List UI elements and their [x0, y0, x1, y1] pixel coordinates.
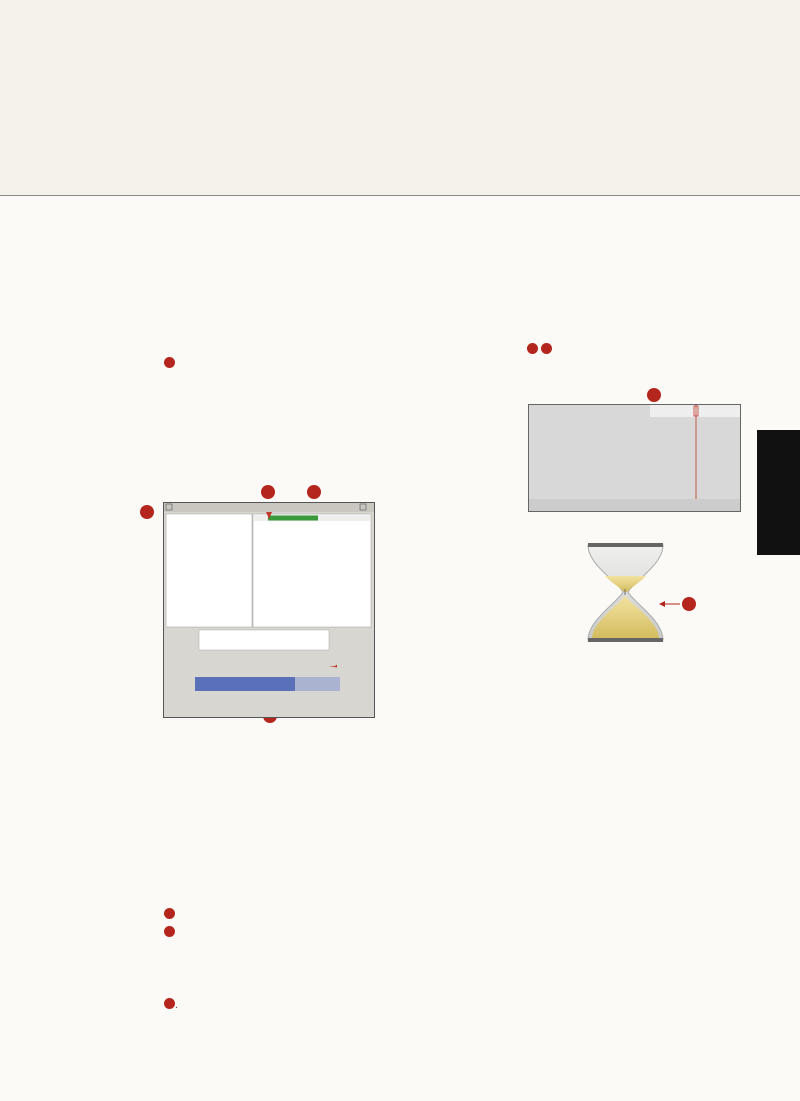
- callout-c: [164, 926, 175, 937]
- bandwidth-profiler-window: [163, 502, 375, 718]
- figure-callout-a: [140, 505, 154, 519]
- step-9-text: [164, 40, 389, 130]
- right-paragraph-2: [527, 674, 762, 872]
- right-paragraph-1: [527, 234, 757, 378]
- timeline-panel: [528, 404, 741, 512]
- callout-d: [164, 998, 175, 1009]
- hourglass-callout-a: [682, 597, 696, 611]
- hourglass-illustration: [583, 540, 668, 645]
- section-subtab: [762, 560, 800, 670]
- figure-callout-c: [307, 485, 321, 499]
- step-10-text: [550, 40, 740, 130]
- figure-callout-b: [261, 485, 275, 499]
- right-paragraph-3: [527, 902, 762, 1028]
- section-tab: [757, 430, 800, 555]
- left-paragraph-1: [164, 234, 394, 324]
- page-footer: [523, 1064, 532, 1076]
- left-paragraph-3: .: [164, 745, 394, 1015]
- left-paragraph-2: [164, 356, 394, 464]
- header-divider: [0, 195, 800, 196]
- download-progress-bar: [268, 516, 318, 521]
- callout-a: [164, 357, 175, 368]
- callout-b: [164, 908, 175, 919]
- timeline-callout-b: [647, 388, 661, 402]
- loading-progress-bar: [195, 677, 295, 691]
